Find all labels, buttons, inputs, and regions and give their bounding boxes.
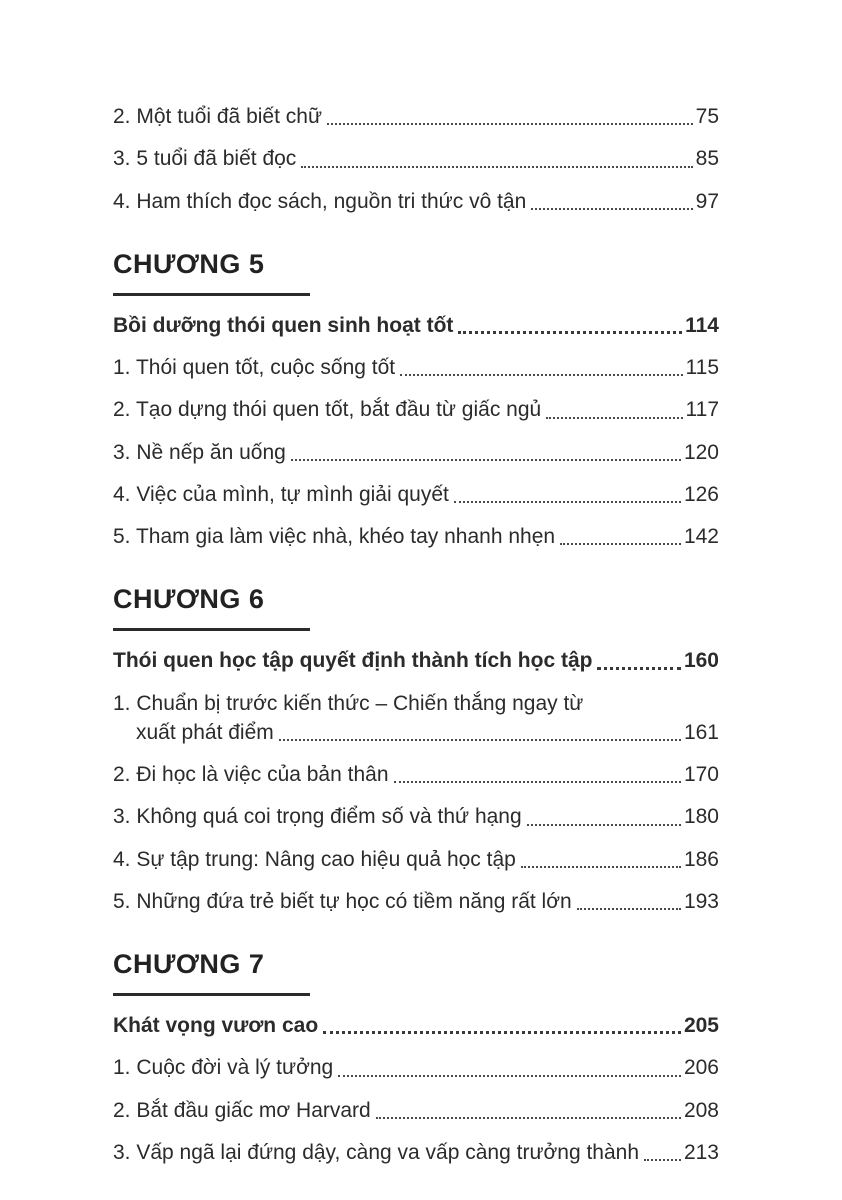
toc-entry-label: 2. Tạo dựng thói quen tốt, bắt đầu từ giấc ngủ [113,398,542,422]
toc-entry-label: xuất phát điểm [136,720,274,744]
toc-entry [113,516,719,558]
dotted-leader [597,667,680,670]
toc-entry-row [113,1047,719,1089]
chapter-heading: CHƯƠNG 6 [113,584,310,631]
toc-entry-row [113,796,719,838]
toc-entry-label: 5. Những đứa trẻ biết tự học có tiềm năng rất lớn [113,889,572,913]
toc-entry-page-number: 186 [683,847,719,871]
toc-entry [113,1005,719,1047]
toc-entry-page-number: 180 [683,805,719,829]
dotted-leader [521,866,681,868]
toc-content [113,96,719,1174]
toc-entry-row [113,640,719,682]
toc-entry-page-number: 126 [683,482,719,506]
dotted-leader [454,501,681,503]
toc-entry [113,432,719,474]
toc-entry-label: 4. Ham thích đọc sách, nguồn tri thức vô tận [113,189,527,213]
dotted-leader [546,417,682,419]
chapter-heading: CHƯƠNG 7 [113,949,310,996]
dotted-leader [400,374,682,376]
toc-entry-label: 2. Đi học là việc của bản thân [113,763,389,786]
toc-entry [113,839,719,881]
dotted-leader [394,781,681,783]
toc-entry-page-number: 160 [683,649,719,673]
toc-entry-page-number: 213 [683,1140,719,1164]
dotted-leader [376,1117,681,1119]
toc-entry-label: 2. Bắt đầu giấc mơ Harvard [113,1098,371,1122]
chapter-entries [113,305,719,559]
toc-entry-label: 3. 5 tuổi đã biết đọc [113,147,297,171]
toc-entry-row [113,432,719,474]
toc-entry [113,138,719,180]
toc-entry-page-number: 117 [685,398,719,422]
toc-entry [113,96,719,138]
toc-entry-row [113,754,719,796]
dotted-leader [644,1159,681,1161]
dotted-leader [531,208,692,210]
toc-entry-row [113,717,719,754]
toc-list [113,96,719,1174]
chapter-heading: CHƯƠNG 5 [113,249,310,296]
chapter-entries [113,1005,719,1174]
toc-entry-page-number: 120 [683,440,719,464]
toc-entry [113,181,719,223]
toc-entry-label: Bồi dưỡng thói quen sinh hoạt tốt [113,313,454,337]
toc-chapter [113,584,719,923]
dotted-leader [458,331,682,334]
toc-entry [113,640,719,682]
toc-entry-row [113,474,719,516]
dotted-leader [527,824,681,826]
toc-entry-page-number: 206 [683,1056,719,1080]
toc-entry-page-number: 205 [683,1014,719,1037]
toc-entry-label: 3. Không quá coi trọng điểm số và thứ hạng [113,805,522,829]
toc-entry-row [113,96,719,138]
toc-entry-label: 3. Nề nếp ăn uống [113,440,286,464]
toc-entry-label: Thói quen học tập quyết định thành tích học tập [113,649,593,673]
chapter-entries [113,640,719,923]
toc-entry-page-number: 208 [683,1098,719,1122]
toc-entry-label: 2. Một tuổi đã biết chữ [113,105,323,128]
toc-entry [113,389,719,431]
toc-entry [113,683,719,755]
toc-entry [113,796,719,838]
toc-chapter [113,249,719,559]
toc-entry-row [113,516,719,558]
dotted-leader [577,908,681,910]
toc-entry-page-number: 170 [683,763,719,786]
toc-entry-page-number: 85 [695,147,719,171]
toc-entry-page-number: 114 [685,313,719,337]
dotted-leader [327,123,693,125]
toc-entry-row [113,1132,719,1174]
toc-entry-row [113,181,719,223]
toc-entry-row [113,389,719,431]
dotted-leader [279,739,681,741]
toc-entry-row [113,305,719,347]
toc-entry-page-number: 97 [695,189,719,213]
toc-entry [113,474,719,516]
toc-entry [113,305,719,347]
toc-entry-label: 4. Sự tập trung: Nâng cao hiệu quả học tập [113,847,516,871]
toc-entry-label: 3. Vấp ngã lại đứng dậy, càng va vấp càng trưởng thành [113,1140,640,1164]
toc-entry [113,1090,719,1132]
toc-entry-page-number: 193 [683,889,719,913]
toc-entry-label: 1. Cuộc đời và lý tưởng [113,1056,334,1080]
toc-entry-label: 5. Tham gia làm việc nhà, khéo tay nhanh nhẹn [113,525,556,548]
toc-chapter [113,949,719,1174]
dotted-leader [291,459,681,461]
toc-entry-label: 4. Việc của mình, tự mình giải quyết [113,482,449,506]
dotted-leader [323,1031,681,1034]
toc-entry [113,347,719,389]
toc-entry-row [113,839,719,881]
toc-entry [113,881,719,923]
toc-entry-row [113,347,719,389]
toc-entry-label: 1. Thói quen tốt, cuộc sống tốt [113,356,396,379]
toc-entry-label: Khát vọng vươn cao [113,1014,319,1037]
toc-entry-page-number: 115 [685,356,719,379]
toc-entry-row [113,881,719,923]
toc-entry [113,754,719,796]
toc-entry-page-number: 142 [683,525,719,548]
toc-entry [113,1132,719,1174]
toc-entry-page-number: 161 [683,720,719,744]
toc-entry-prefix-line: 1. Chuẩn bị trước kiến thức – Chiến thắng ngay từ [113,691,584,715]
dotted-leader [338,1075,681,1077]
toc-entry-row [113,1090,719,1132]
toc-entry-page-number: 75 [695,105,719,128]
dotted-leader [560,543,681,545]
toc-entry [113,1047,719,1089]
toc-entry-row [113,138,719,180]
toc-entry-row [113,1005,719,1047]
dotted-leader [301,166,692,168]
